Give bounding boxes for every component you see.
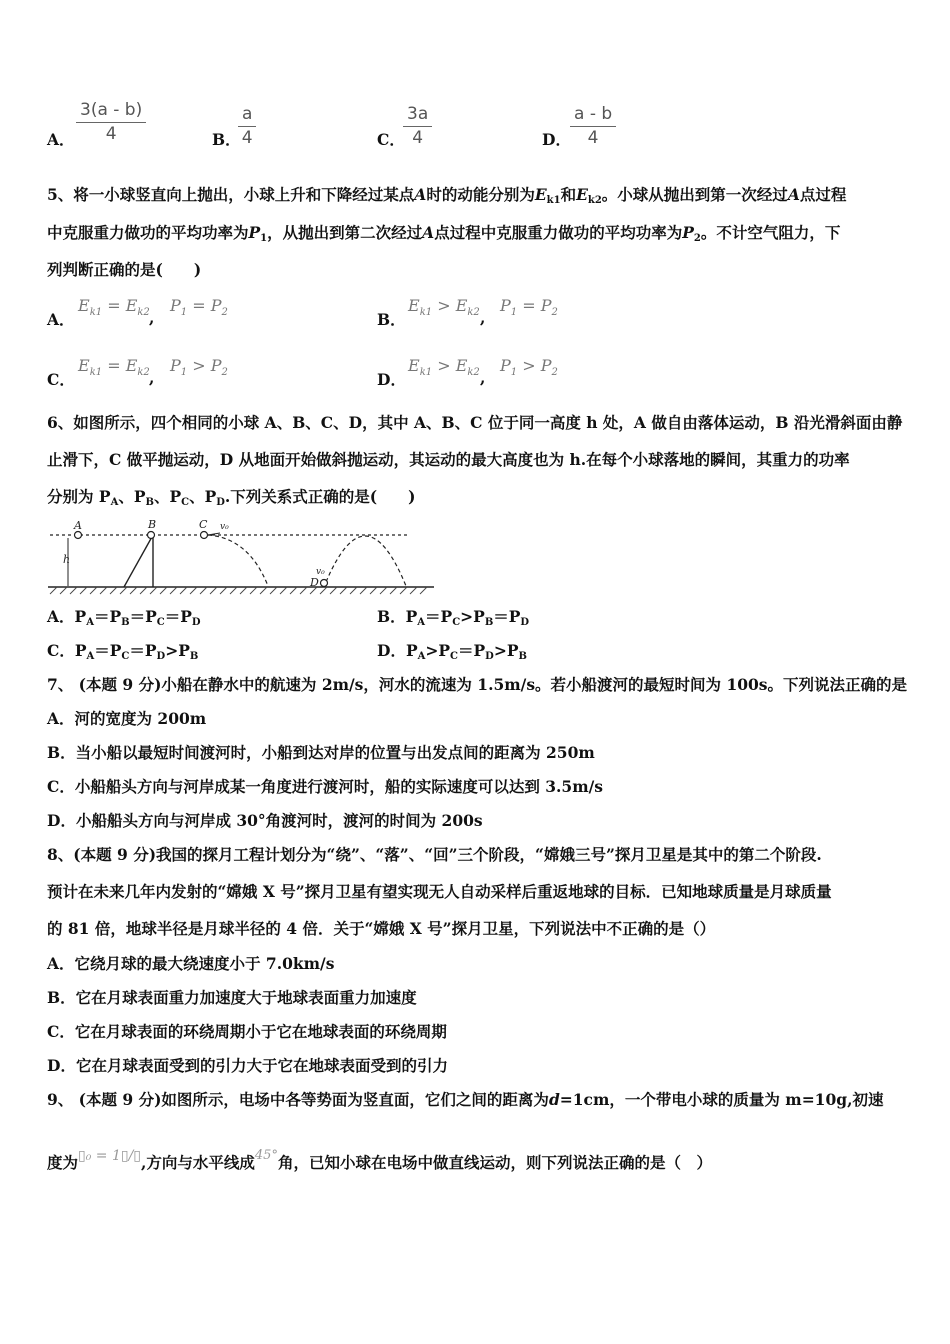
ball-b (148, 532, 155, 539)
q5-option-d-comma: , (480, 368, 486, 387)
incline-slope (124, 535, 153, 587)
q4-b-numerator: a (242, 104, 253, 124)
q9-line-1: 9、 (本题 9 分)如图所示，电场中各等势面为竖直面，它们之间的距离为d=1cm，一个带电小球的质量为 m=10g,初速 (47, 1090, 884, 1109)
q8-option-d[interactable]: D．它在月球表面受到的引力大于它在地球表面受到的引力 (47, 1056, 448, 1075)
q5-line-2: 中克服重力做功的平均功率为$P_1$，从抛出到第二次经过A点过程中克服重力做功的平均功率为$P_2$。不计空气阻力，下 (47, 223, 841, 244)
q5-option-d-expr2: $P_1 > P_2$ (500, 356, 558, 379)
q8-option-b[interactable]: B．它在月球表面重力加速度大于地球表面重力加速度 (47, 988, 417, 1007)
q6-line-3: 分别为 $P_A$、$P_B$、$P_C$、$P_D$.下列关系式正确的是( ) (47, 487, 416, 508)
q8-line-3: 的 81 倍，地球半径是月球半径的 4 倍．关于“嫦娥 X 号”探月卫星，下列说法中不正确的是（） (47, 919, 716, 938)
q4-b-denominator: 4 (241, 128, 253, 148)
q6-option-d[interactable]: D．$P_A>P_C=P_D>P_B$ (377, 641, 527, 662)
label-b: B (148, 518, 157, 531)
q4-a-denominator: 4 (105, 124, 117, 144)
q9-line-2: 度为▯₀ = 1▯/▯,方向与水平线成$^{45^\circ}$角，已知小球在电场中做直线运动，则下列说法正确的是（ ） (47, 1148, 712, 1172)
q6-option-a[interactable]: A．$P_A=P_B=P_C=P_D$ (47, 607, 201, 628)
q5-option-b-expr: $E_{k1} > E_{k2}$ (408, 296, 480, 319)
q4-option-d-fraction (570, 106, 616, 147)
ball-c (201, 532, 208, 539)
q9-angle-expr: 45° (254, 1148, 278, 1163)
q4-option-b-fraction (238, 106, 256, 147)
q5-option-d-expr: $E_{k1} > E_{k2}$ (408, 356, 480, 379)
q6-line-2: 止滑下，C 做平抛运动，D 从地面开始做斜抛运动，其运动的最大高度也为 h.在每个小球落地的瞬间，其重力的功率 (47, 450, 850, 469)
q7-option-b[interactable]: B．当小船以最短时间渡河时，小船到达对岸的位置与出发点间的距离为 250m (47, 743, 595, 762)
q5-line-3: 列判断正确的是( ) (47, 260, 202, 279)
q6-line-1: 6、如图所示，四个相同的小球 A、B、C、D，其中 A、B、C 位于同一高度 h 处，A 做自由落体运动，B 沿光滑斜面由静 (47, 413, 903, 432)
q8-line-1: 8、(本题 9 分)我国的探月工程计划分为“绕”、“落”、“回”三个阶段，“嫦娥三号”探月卫星是其中的第二个阶段. (47, 845, 822, 864)
q5-option-b-expr2: $P_1 = P_2$ (500, 296, 558, 319)
q5-option-c-expr2: $P_1 > P_2$ (170, 356, 228, 379)
q5-option-c-label[interactable]: C． (47, 370, 75, 389)
q9-initial-velocity-expr: ▯₀ = 1▯/▯ (78, 1148, 141, 1164)
label-v0-d: v₀ (316, 567, 325, 577)
label-c: C (199, 518, 208, 531)
trajectory-d (326, 536, 406, 586)
label-h: h (63, 553, 71, 566)
q5-option-a-comma: , (149, 308, 155, 327)
q6-figure (44, 516, 436, 598)
q5-option-c-comma: , (149, 368, 155, 387)
q5-option-a-label[interactable]: A． (47, 310, 75, 329)
q4-option-a-fraction (76, 102, 146, 143)
q4-option-c-label[interactable]: C． (377, 130, 405, 149)
q8-line-2: 预计在未来几年内发射的“嫦娥 X 号”探月卫星有望实现无人自动采样后重返地球的目标．已知地球质量是月球质量 (47, 882, 832, 901)
label-d: D (310, 576, 319, 589)
ground-hatching (50, 587, 427, 594)
q6-option-c[interactable]: C．$P_A=P_C=P_D>P_B$ (47, 641, 199, 662)
q6-option-b[interactable]: B．$P_A=P_C>P_B=P_D$ (377, 607, 530, 628)
ball-d (321, 580, 328, 587)
q7-option-d[interactable]: D．小船船头方向与河岸成 30°角渡河时，渡河的时间为 200s (47, 811, 483, 830)
label-a: A (74, 519, 82, 532)
q5-option-a-expr2: $P_1 = P_2$ (170, 296, 228, 319)
label-v0-c: v₀ (220, 522, 229, 532)
q4-d-denominator: 4 (587, 128, 599, 148)
q5-option-c-expr: $E_{k1} = E_{k2}$ (78, 356, 150, 379)
q8-option-c[interactable]: C．它在月球表面的环绕周期小于它在地球表面的环绕周期 (47, 1022, 447, 1041)
q5-option-d-label[interactable]: D． (377, 370, 406, 389)
q5-option-a-expr: $E_{k1} = E_{k2}$ (78, 296, 150, 319)
q4-option-c-fraction (403, 106, 432, 147)
q4-c-numerator: 3a (407, 104, 429, 124)
q4-d-numerator: a - b (574, 104, 613, 124)
q4-option-b-label[interactable]: B． (212, 130, 241, 149)
q5-option-b-comma: , (480, 308, 486, 327)
q4-option-a-label[interactable]: A． (47, 130, 75, 149)
q4-option-d-label[interactable]: D． (542, 130, 571, 149)
ball-a (75, 532, 82, 539)
q4-c-denominator: 4 (412, 128, 424, 148)
q8-option-a[interactable]: A．它绕月球的最大绕速度小于 7.0km/s (47, 954, 335, 973)
q4-a-numerator: 3(a - b) (80, 100, 143, 120)
trajectory-c (208, 535, 268, 586)
q7-stem: 7、 (本题 9 分)小船在静水中的航速为 2m/s，河水的流速为 1.5m/s。若小船渡河的最短时间为 100s。下列说法正确的是 (47, 675, 908, 694)
q7-option-a[interactable]: A．河的宽度为 200m (47, 709, 207, 728)
q5-line-1: 5、将一小球竖直向上抛出，小球上升和下降经过某点A时的动能分别为$E_{k1}$和$E_{k2}$。小球从抛出到第一次经过A点过程 (47, 185, 847, 206)
q5-option-b-label[interactable]: B． (377, 310, 406, 329)
q7-option-c[interactable]: C．小船船头方向与河岸成某一角度进行渡河时，船的实际速度可以达到 3.5m/s (47, 777, 603, 796)
